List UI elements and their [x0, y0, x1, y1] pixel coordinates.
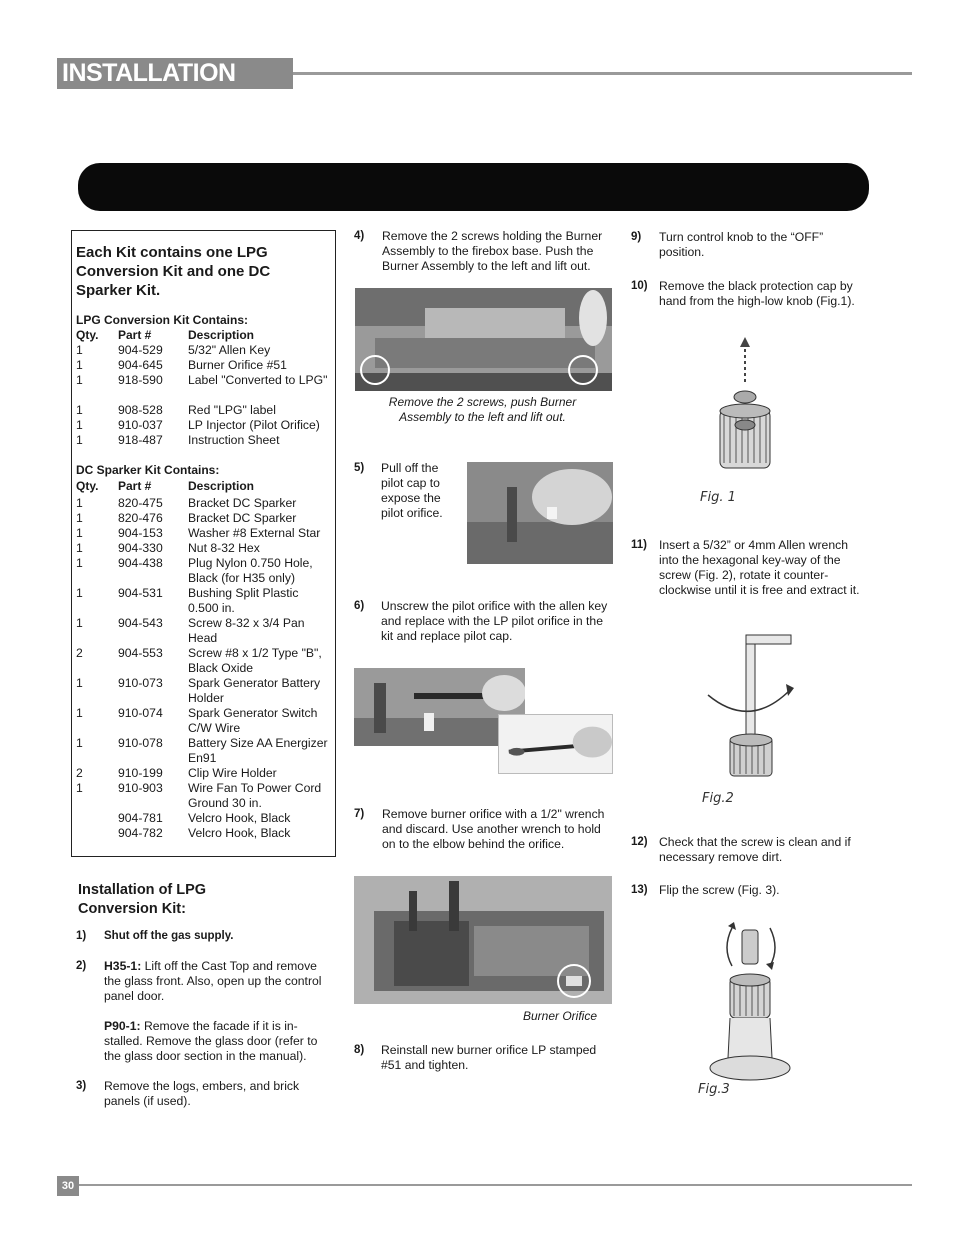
description-cell: Velcro Hook, Black — [188, 811, 291, 825]
description-cell: Clip Wire Holder — [188, 766, 277, 780]
page-title: INSTALLATION — [62, 59, 236, 87]
qty-cell: 1 — [76, 433, 83, 447]
step-text: Check that the screw is clean and if necessary remove dirt. — [659, 835, 851, 864]
qty-cell: 1 — [76, 418, 83, 432]
step-lead: P90-1: — [104, 1019, 141, 1033]
step-number: 8) — [354, 1044, 365, 1056]
section-banner — [78, 163, 869, 211]
part-cell: 904-529 — [118, 343, 163, 357]
col-qty: Qty. — [76, 479, 99, 493]
qty-cell: 2 — [76, 766, 83, 780]
qty-cell: 1 — [76, 556, 83, 570]
part-cell: 904-153 — [118, 526, 163, 540]
step-lead: H35-1: — [104, 959, 142, 973]
part-cell: 910-073 — [118, 676, 163, 690]
step-number: 6) — [354, 600, 365, 612]
dc-kit-title: DC Sparker Kit Contains: — [76, 463, 220, 477]
step-text: Turn control knob to the “OFF” position. — [659, 230, 824, 259]
description-cell: Plug Nylon 0.750 Hole, Black (for H35 only) — [188, 556, 313, 585]
part-cell: 904-553 — [118, 646, 163, 660]
description-cell: Wire Fan To Power Cord Ground 30 in. — [188, 781, 322, 810]
step-text: Reinstall new burner orifice LP stamped #51 and tighten. — [381, 1043, 597, 1072]
knob-cap-drawing — [700, 335, 790, 485]
col-part: Part # — [118, 328, 152, 342]
description-cell: Bushing Split Plastic 0.500 in. — [188, 586, 299, 615]
col-description: Description — [188, 479, 255, 493]
qty-cell: 1 — [76, 706, 83, 720]
part-cell: 910-078 — [118, 736, 163, 750]
qty-cell: 1 — [76, 403, 83, 417]
qty-cell: 2 — [76, 646, 83, 660]
description-cell: Screw 8-32 x 3/4 Pan Head — [188, 616, 305, 645]
lpg-kit-title: LPG Conversion Kit Contains: — [76, 313, 249, 327]
step-body: Lift off the Cast Top and remove the glass front. Also, open up the control panel door. — [104, 959, 322, 1003]
page-number: 30 — [57, 1176, 79, 1196]
description-cell: Screw #8 x 1/2 Type "B", Black Oxide — [188, 646, 322, 675]
allen-wrench-drawing — [700, 630, 810, 780]
part-cell: 910-037 — [118, 418, 163, 432]
step-text: Flip the screw (Fig. 3). — [659, 883, 780, 897]
part-cell: 918-590 — [118, 373, 163, 387]
step-number: 10) — [631, 280, 648, 292]
part-cell: 904-438 — [118, 556, 163, 570]
description-cell: Spark Generator Battery Holder — [188, 676, 321, 705]
description-cell: LP Injector (Pilot Orifice) — [188, 418, 320, 432]
burner-assembly-photo — [355, 288, 612, 391]
photo-caption: Burner Orifice — [522, 1009, 598, 1023]
description-cell: Label "Converted to LPG" — [188, 373, 328, 387]
pilot-cap-photo — [467, 462, 613, 564]
col-qty: Qty. — [76, 328, 99, 342]
step-text: Pull off the pilot cap to expose the pilot orifice. — [381, 461, 443, 520]
part-cell: 908-528 — [118, 403, 163, 417]
col-description: Description — [188, 328, 255, 342]
qty-cell: 1 — [76, 358, 83, 372]
qty-cell: 1 — [76, 496, 83, 510]
step-number: 12) — [631, 836, 648, 848]
qty-cell: 1 — [76, 526, 83, 540]
step-text: Remove the logs, embers, and brick panels (if used). — [104, 1079, 300, 1108]
figure-label: Fig.3 — [698, 1082, 730, 1097]
qty-cell: 1 — [76, 541, 83, 555]
step-text: Remove the black protection cap by hand from the high-low knob (Fig.1). — [659, 279, 855, 308]
part-cell: 820-476 — [118, 511, 163, 525]
step-number: 7) — [354, 808, 365, 820]
step-number: 11) — [631, 539, 647, 551]
footer-rule — [79, 1184, 912, 1186]
step-number: 1) — [76, 930, 87, 942]
header-rule — [293, 72, 912, 75]
step-text: Unscrew the pilot orifice with the allen key and replace with the LP pilot orifice in the kit and replace pilot cap. — [381, 599, 608, 643]
qty-cell: 1 — [76, 676, 83, 690]
step-number: 9) — [631, 231, 642, 243]
qty-cell: 1 — [76, 616, 83, 630]
part-cell: 904-645 — [118, 358, 163, 372]
step-number: 13) — [631, 884, 648, 896]
qty-cell: 1 — [76, 343, 83, 357]
step-text: Remove burner orifice with a 1/2" wrench and discard. Use another wrench to hold on to the elbow behind the orifice. — [382, 807, 605, 851]
flip-screw-drawing — [700, 918, 800, 1103]
step-text — [104, 1019, 330, 1064]
step-text — [104, 959, 330, 1004]
burner-orifice-photo — [354, 876, 612, 1004]
figure-label: Fig. 1 — [700, 490, 736, 505]
step-number: 5) — [354, 462, 365, 474]
qty-cell: 1 — [76, 373, 83, 387]
kit-heading: Each Kit contains one LPG Conversion Kit and one DC Sparker Kit. — [76, 244, 271, 299]
description-cell: Velcro Hook, Black — [188, 826, 291, 840]
step-number: 2) — [76, 960, 87, 972]
part-cell: 918-487 — [118, 433, 163, 447]
part-cell: 904-781 — [118, 811, 163, 825]
install-heading: Installation of LPG Conversion Kit: — [78, 882, 207, 917]
description-cell: Battery Size AA Energizer En91 — [188, 736, 328, 765]
description-cell: Red "LPG" label — [188, 403, 276, 417]
step-text: Shut off the gas supply. — [104, 930, 234, 942]
part-cell: 820-475 — [118, 496, 163, 510]
step-text: Insert a 5/32” or 4mm Allen wrench into the hexagonal key-way of the screw (Fig. 2), rotate it counter-clockwise until it is free and extract it. — [659, 538, 860, 597]
description-cell: Nut 8-32 Hex — [188, 541, 260, 555]
lp-orifice-photo — [498, 714, 613, 774]
description-cell: Bracket DC Sparker — [188, 496, 297, 510]
part-cell: 904-543 — [118, 616, 163, 630]
photo-caption: Remove the 2 screws, push Burner Assembly to the left and lift out. — [388, 395, 577, 424]
qty-cell: 1 — [76, 511, 83, 525]
qty-cell: 1 — [76, 781, 83, 795]
qty-cell: 1 — [76, 586, 83, 600]
description-cell: 5/32" Allen Key — [188, 343, 271, 357]
part-cell: 910-903 — [118, 781, 163, 795]
step-text: Remove the 2 screws holding the Burner Assembly to the firebox base. Push the Burner Assembly to the left and lift out. — [382, 229, 603, 273]
description-cell: Bracket DC Sparker — [188, 511, 297, 525]
col-part: Part # — [118, 479, 152, 493]
part-cell: 910-199 — [118, 766, 163, 780]
step-number: 3) — [76, 1080, 87, 1092]
description-cell: Burner Orifice #51 — [188, 358, 287, 372]
part-cell: 904-531 — [118, 586, 163, 600]
description-cell: Instruction Sheet — [188, 433, 280, 447]
part-cell: 904-330 — [118, 541, 163, 555]
step-body: Remove the facade if it is in-stalled. Remove the glass door (refer to the glass door section in the manual). — [104, 1019, 318, 1063]
qty-cell: 1 — [76, 736, 83, 750]
description-cell: Spark Generator Switch C/W Wire — [188, 706, 318, 735]
step-number: 4) — [354, 230, 365, 242]
part-cell: 910-074 — [118, 706, 163, 720]
part-cell: 904-782 — [118, 826, 163, 840]
figure-label: Fig.2 — [702, 791, 734, 806]
description-cell: Washer #8 External Star — [188, 526, 321, 540]
